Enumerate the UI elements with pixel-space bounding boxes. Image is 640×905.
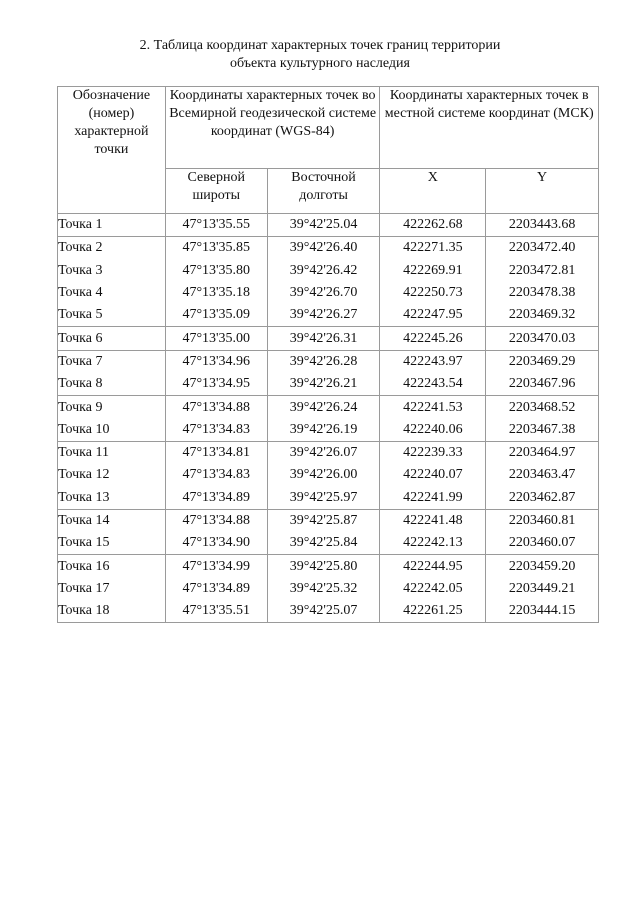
cell-x: 422240.06 — [380, 419, 486, 442]
cell-lat: 47°13'34.99 — [165, 555, 267, 578]
cell-name: Точка 5 — [58, 304, 166, 327]
cell-name: Точка 6 — [58, 327, 166, 350]
cell-x: 422239.33 — [380, 441, 486, 464]
cell-name: Точка 10 — [58, 419, 166, 442]
cell-lat: 47°13'34.89 — [165, 578, 267, 600]
cell-y: 2203464.97 — [486, 441, 599, 464]
table-row — [58, 487, 599, 510]
cell-x: 422241.48 — [380, 509, 486, 532]
table-row — [58, 373, 599, 396]
cell-lat: 47°13'34.81 — [165, 441, 267, 464]
cell-lat: 47°13'35.55 — [165, 214, 267, 237]
cell-lon: 39°42'26.00 — [267, 464, 380, 486]
cell-y: 2203478.38 — [486, 282, 599, 304]
cell-y: 2203462.87 — [486, 487, 599, 510]
cell-x: 422242.05 — [380, 578, 486, 600]
table-row — [58, 578, 599, 600]
cell-lon: 39°42'26.21 — [267, 373, 380, 396]
cell-name: Точка 1 — [58, 214, 166, 237]
cell-lon: 39°42'26.19 — [267, 419, 380, 442]
cell-lat: 47°13'34.83 — [165, 419, 267, 442]
cell-y: 2203467.96 — [486, 373, 599, 396]
header-wgs: Координаты характерных точек во Всемирной геодезической системе координат (WGS-84) — [165, 87, 380, 169]
cell-x: 422247.95 — [380, 304, 486, 327]
header-msk: Координаты характерных точек в местной системе координат (МСК) — [380, 87, 599, 169]
table-row — [58, 350, 599, 373]
table-row — [58, 260, 599, 282]
cell-lat: 47°13'34.90 — [165, 532, 267, 555]
document-title — [0, 37, 640, 73]
table-row — [58, 419, 599, 442]
cell-y: 2203443.68 — [486, 214, 599, 237]
coordinates-table — [57, 86, 599, 623]
cell-x: 422269.91 — [380, 260, 486, 282]
cell-name: Точка 4 — [58, 282, 166, 304]
cell-name: Точка 9 — [58, 396, 166, 419]
cell-x: 422244.95 — [380, 555, 486, 578]
cell-lat: 47°13'35.18 — [165, 282, 267, 304]
header-y: Y — [486, 169, 599, 214]
cell-x: 422241.53 — [380, 396, 486, 419]
cell-x: 422243.97 — [380, 350, 486, 373]
header-designation: Обозначение (номер) характерной точки — [58, 87, 166, 214]
title-line-2: объекта культурного наследия — [230, 56, 410, 71]
cell-y: 2203460.81 — [486, 509, 599, 532]
cell-lon: 39°42'25.87 — [267, 509, 380, 532]
cell-lon: 39°42'26.07 — [267, 441, 380, 464]
cell-lon: 39°42'26.27 — [267, 304, 380, 327]
cell-x: 422241.99 — [380, 487, 486, 510]
cell-y: 2203468.52 — [486, 396, 599, 419]
header-x: X — [380, 169, 486, 214]
cell-lat: 47°13'34.88 — [165, 509, 267, 532]
cell-x: 422262.68 — [380, 214, 486, 237]
cell-lat: 47°13'35.85 — [165, 237, 267, 260]
table-row — [58, 396, 599, 419]
cell-lat: 47°13'35.09 — [165, 304, 267, 327]
table-row — [58, 282, 599, 304]
cell-y: 2203470.03 — [486, 327, 599, 350]
cell-lon: 39°42'25.07 — [267, 600, 380, 623]
table-row — [58, 600, 599, 623]
table-row — [58, 214, 599, 237]
cell-name: Точка 17 — [58, 578, 166, 600]
cell-name: Точка 3 — [58, 260, 166, 282]
table-row — [58, 327, 599, 350]
cell-x: 422242.13 — [380, 532, 486, 555]
cell-lat: 47°13'35.80 — [165, 260, 267, 282]
cell-lon: 39°42'25.32 — [267, 578, 380, 600]
cell-y: 2203444.15 — [486, 600, 599, 623]
cell-y: 2203469.29 — [486, 350, 599, 373]
header-north: Северной широты — [165, 169, 267, 214]
cell-lat: 47°13'35.00 — [165, 327, 267, 350]
cell-y: 2203472.40 — [486, 237, 599, 260]
table-body — [58, 214, 599, 623]
cell-y: 2203472.81 — [486, 260, 599, 282]
cell-x: 422243.54 — [380, 373, 486, 396]
cell-lon: 39°42'25.04 — [267, 214, 380, 237]
header-east: Восточной долготы — [267, 169, 380, 214]
cell-name: Точка 8 — [58, 373, 166, 396]
cell-lat: 47°13'34.83 — [165, 464, 267, 486]
cell-x: 422250.73 — [380, 282, 486, 304]
cell-x: 422240.07 — [380, 464, 486, 486]
cell-lon: 39°42'26.24 — [267, 396, 380, 419]
cell-name: Точка 14 — [58, 509, 166, 532]
cell-y: 2203449.21 — [486, 578, 599, 600]
table-row — [58, 237, 599, 260]
cell-name: Точка 15 — [58, 532, 166, 555]
cell-name: Точка 12 — [58, 464, 166, 486]
cell-lat: 47°13'35.51 — [165, 600, 267, 623]
cell-lat: 47°13'34.88 — [165, 396, 267, 419]
table-row — [58, 532, 599, 555]
cell-name: Точка 16 — [58, 555, 166, 578]
cell-lon: 39°42'26.31 — [267, 327, 380, 350]
cell-lon: 39°42'25.80 — [267, 555, 380, 578]
cell-y: 2203463.47 — [486, 464, 599, 486]
cell-x: 422245.26 — [380, 327, 486, 350]
cell-x: 422271.35 — [380, 237, 486, 260]
cell-lon: 39°42'26.70 — [267, 282, 380, 304]
cell-name: Точка 11 — [58, 441, 166, 464]
cell-lon: 39°42'26.40 — [267, 237, 380, 260]
table-row — [58, 555, 599, 578]
table-row — [58, 441, 599, 464]
cell-x: 422261.25 — [380, 600, 486, 623]
cell-lon: 39°42'26.28 — [267, 350, 380, 373]
table-row — [58, 304, 599, 327]
table-row — [58, 509, 599, 532]
cell-lat: 47°13'34.96 — [165, 350, 267, 373]
cell-lon: 39°42'25.97 — [267, 487, 380, 510]
cell-lon: 39°42'26.42 — [267, 260, 380, 282]
cell-name: Точка 7 — [58, 350, 166, 373]
cell-name: Точка 2 — [58, 237, 166, 260]
cell-y: 2203460.07 — [486, 532, 599, 555]
title-line-1: 2. Таблица координат характерных точек границ территории — [139, 38, 501, 53]
cell-lat: 47°13'34.95 — [165, 373, 267, 396]
cell-lon: 39°42'25.84 — [267, 532, 380, 555]
cell-name: Точка 13 — [58, 487, 166, 510]
cell-y: 2203467.38 — [486, 419, 599, 442]
cell-y: 2203459.20 — [486, 555, 599, 578]
cell-lat: 47°13'34.89 — [165, 487, 267, 510]
cell-y: 2203469.32 — [486, 304, 599, 327]
cell-name: Точка 18 — [58, 600, 166, 623]
table-row — [58, 464, 599, 486]
